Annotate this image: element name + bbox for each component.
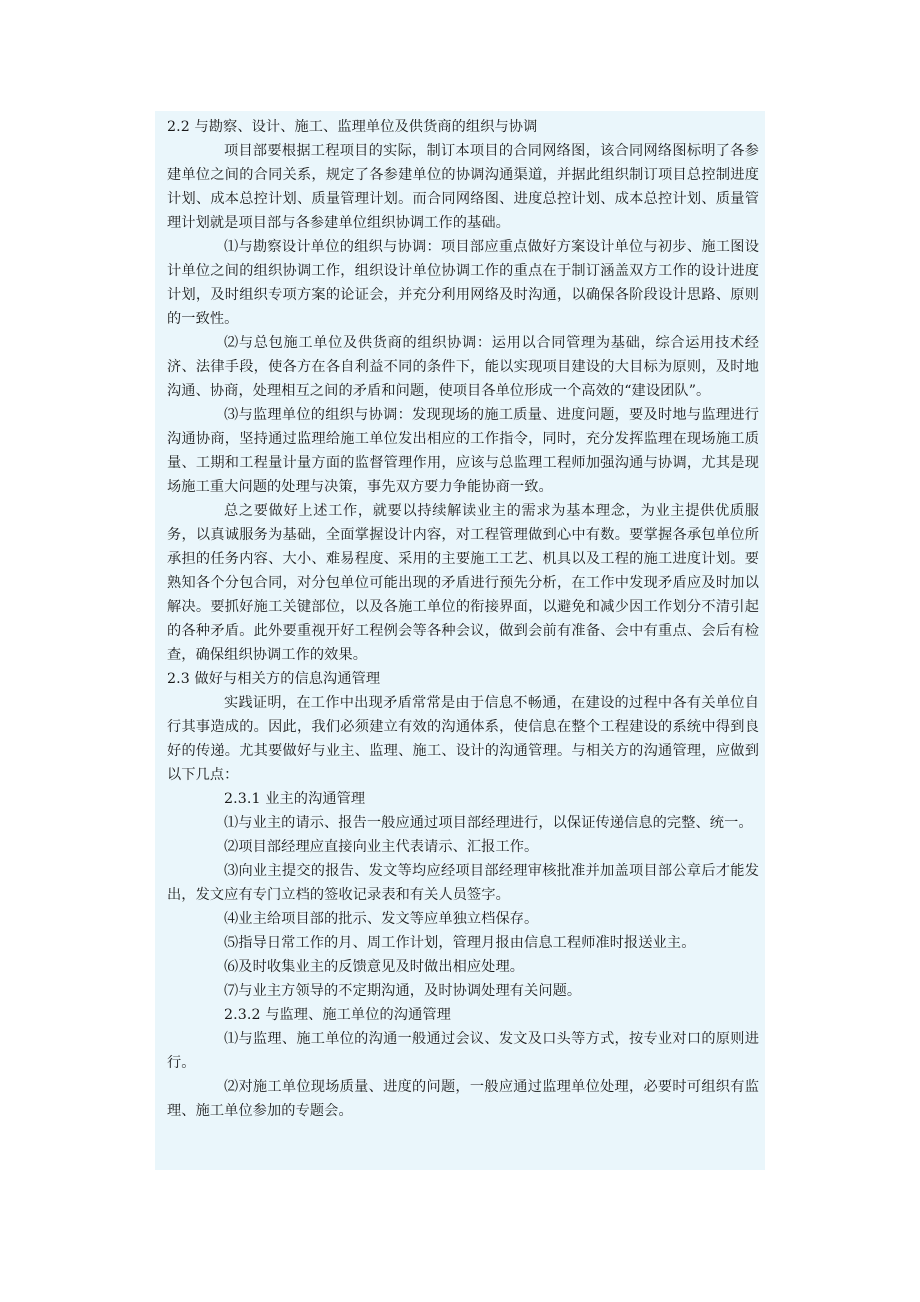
subheading-2-3-2: 2.3.2 与监理、施工单位的沟通管理 [224,1007,451,1023]
section-heading-2-3: 2.3 做好与相关方的信息沟通管理 [167,671,381,687]
paragraph-supervision-coordination: ⑶与监理单位的组织与协调：发现现场的施工质量、进度问题，要及时地与监理进行沟通协商，坚持通过监理给施工单位发出相应的工作指令，同时，充分发挥监理在现场施工质量、工期和工程量计量方面的监督管理作用，应该与总监理工程师加强沟通与协调，尤其是现场施工重大问题的处理与决策，事先双方要力争能协商一致。 [167,407,759,495]
paragraph-contractor-coordination: ⑵与总包施工单位及供货商的组织协调：运用以合同管理为基础，综合运用技术经济、法律手段，使各方在各自利益不同的条件下，能以实现项目建设的大目标为原则，及时地沟通、协商，处理相互之间的矛盾和问题，使项目各单位形成一个高效的“建设团队”。 [167,335,759,399]
document-body [155,111,765,1170]
paragraph-design-coordination: ⑴与勘察设计单位的组织与协调：项目部应重点做好方案设计单位与初步、施工图设计单位之间的组织协调工作，组织设计单位协调工作的重点在于制订涵盖双方工作的设计进度计划，及时组织专项方案的论证会，并充分利用网络及时沟通，以确保各阶段设计思路、原则的一致性。 [167,239,759,327]
list-item: ⑴与监理、施工单位的沟通一般通过会议、发文及口头等方式，按专业对口的原则进行。 [167,1031,759,1071]
paragraph-information-communication: 实践证明，在工作中出现矛盾常常是由于信息不畅通，在建设的过程中各有关单位自行其事造成的。因此，我们必须建立有效的沟通体系，使信息在整个工程建设的系统中得到良好的传递。尤其要做好与业主、监理、施工、设计的沟通管理。与相关方的沟通管理，应做到以下几点： [167,695,759,783]
list-item: ⑶向业主提交的报告、发文等均应经项目部经理审核批准并加盖项目部公章后才能发出，发文应有专门立档的签收记录表和有关人员签字。 [167,863,759,903]
list-item: ⑺与业主方领导的不定期沟通，及时协调处理有关问题。 [224,983,582,999]
section-heading-2-2: 2.2 与勘察、设计、施工、监理单位及供货商的组织与协调 [167,119,538,135]
list-item: ⑵项目部经理应直接向业主代表请示、汇报工作。 [224,839,539,855]
paragraph-summary: 总之要做好上述工作，就要以持续解读业主的需求为基本理念，为业主提供优质服务，以真诚服务为基础，全面掌握设计内容，对工程管理做到心中有数。要掌握各承包单位所承担的任务内容、大小、难易程度、采用的主要施工工艺、机具以及工程的施工进度计划。要熟知各个分包合同，对分包单位可能出现的矛盾进行预先分析，在工作中发现矛盾应及时加以解决。要抓好施工关键部位，以及各施工单位的衔接界面，以避免和减少因工作划分不清引起的各种矛盾。此外要重视开好工程例会等各种会议，做到会前有准备、会中有重点、会后有检查，确保组织协调工作的效果。 [167,503,759,663]
paragraph-contract-network: 项目部要根据工程项目的实际，制订本项目的合同网络图，该合同网络图标明了各参建单位之间的合同关系，规定了各参建单位的协调沟通渠道，并据此组织制订项目总控制进度计划、成本总控计划、质量管理计划。而合同网络图、进度总控计划、成本总控计划、质量管理计划就是项目部与各参建单位组织协调工作的基础。 [167,143,759,231]
list-item: ⑸指导日常工作的月、周工作计划，管理月报由信息工程师准时报送业主。 [224,935,696,951]
list-item: ⑴与业主的请示、报告一般应通过项目部经理进行，以保证传递信息的完整、统一。 [224,815,753,831]
list-item: ⑵对施工单位现场质量、进度的问题，一般应通过监理单位处理，必要时可组织有监理、施工单位参加的专题会。 [167,1079,759,1119]
list-item: ⑷业主给项目部的批示、发文等应单独立档保存。 [224,911,539,927]
subheading-2-3-1: 2.3.1 业主的沟通管理 [224,791,366,807]
list-item: ⑹及时收集业主的反馈意见及时做出相应处理。 [224,959,525,975]
